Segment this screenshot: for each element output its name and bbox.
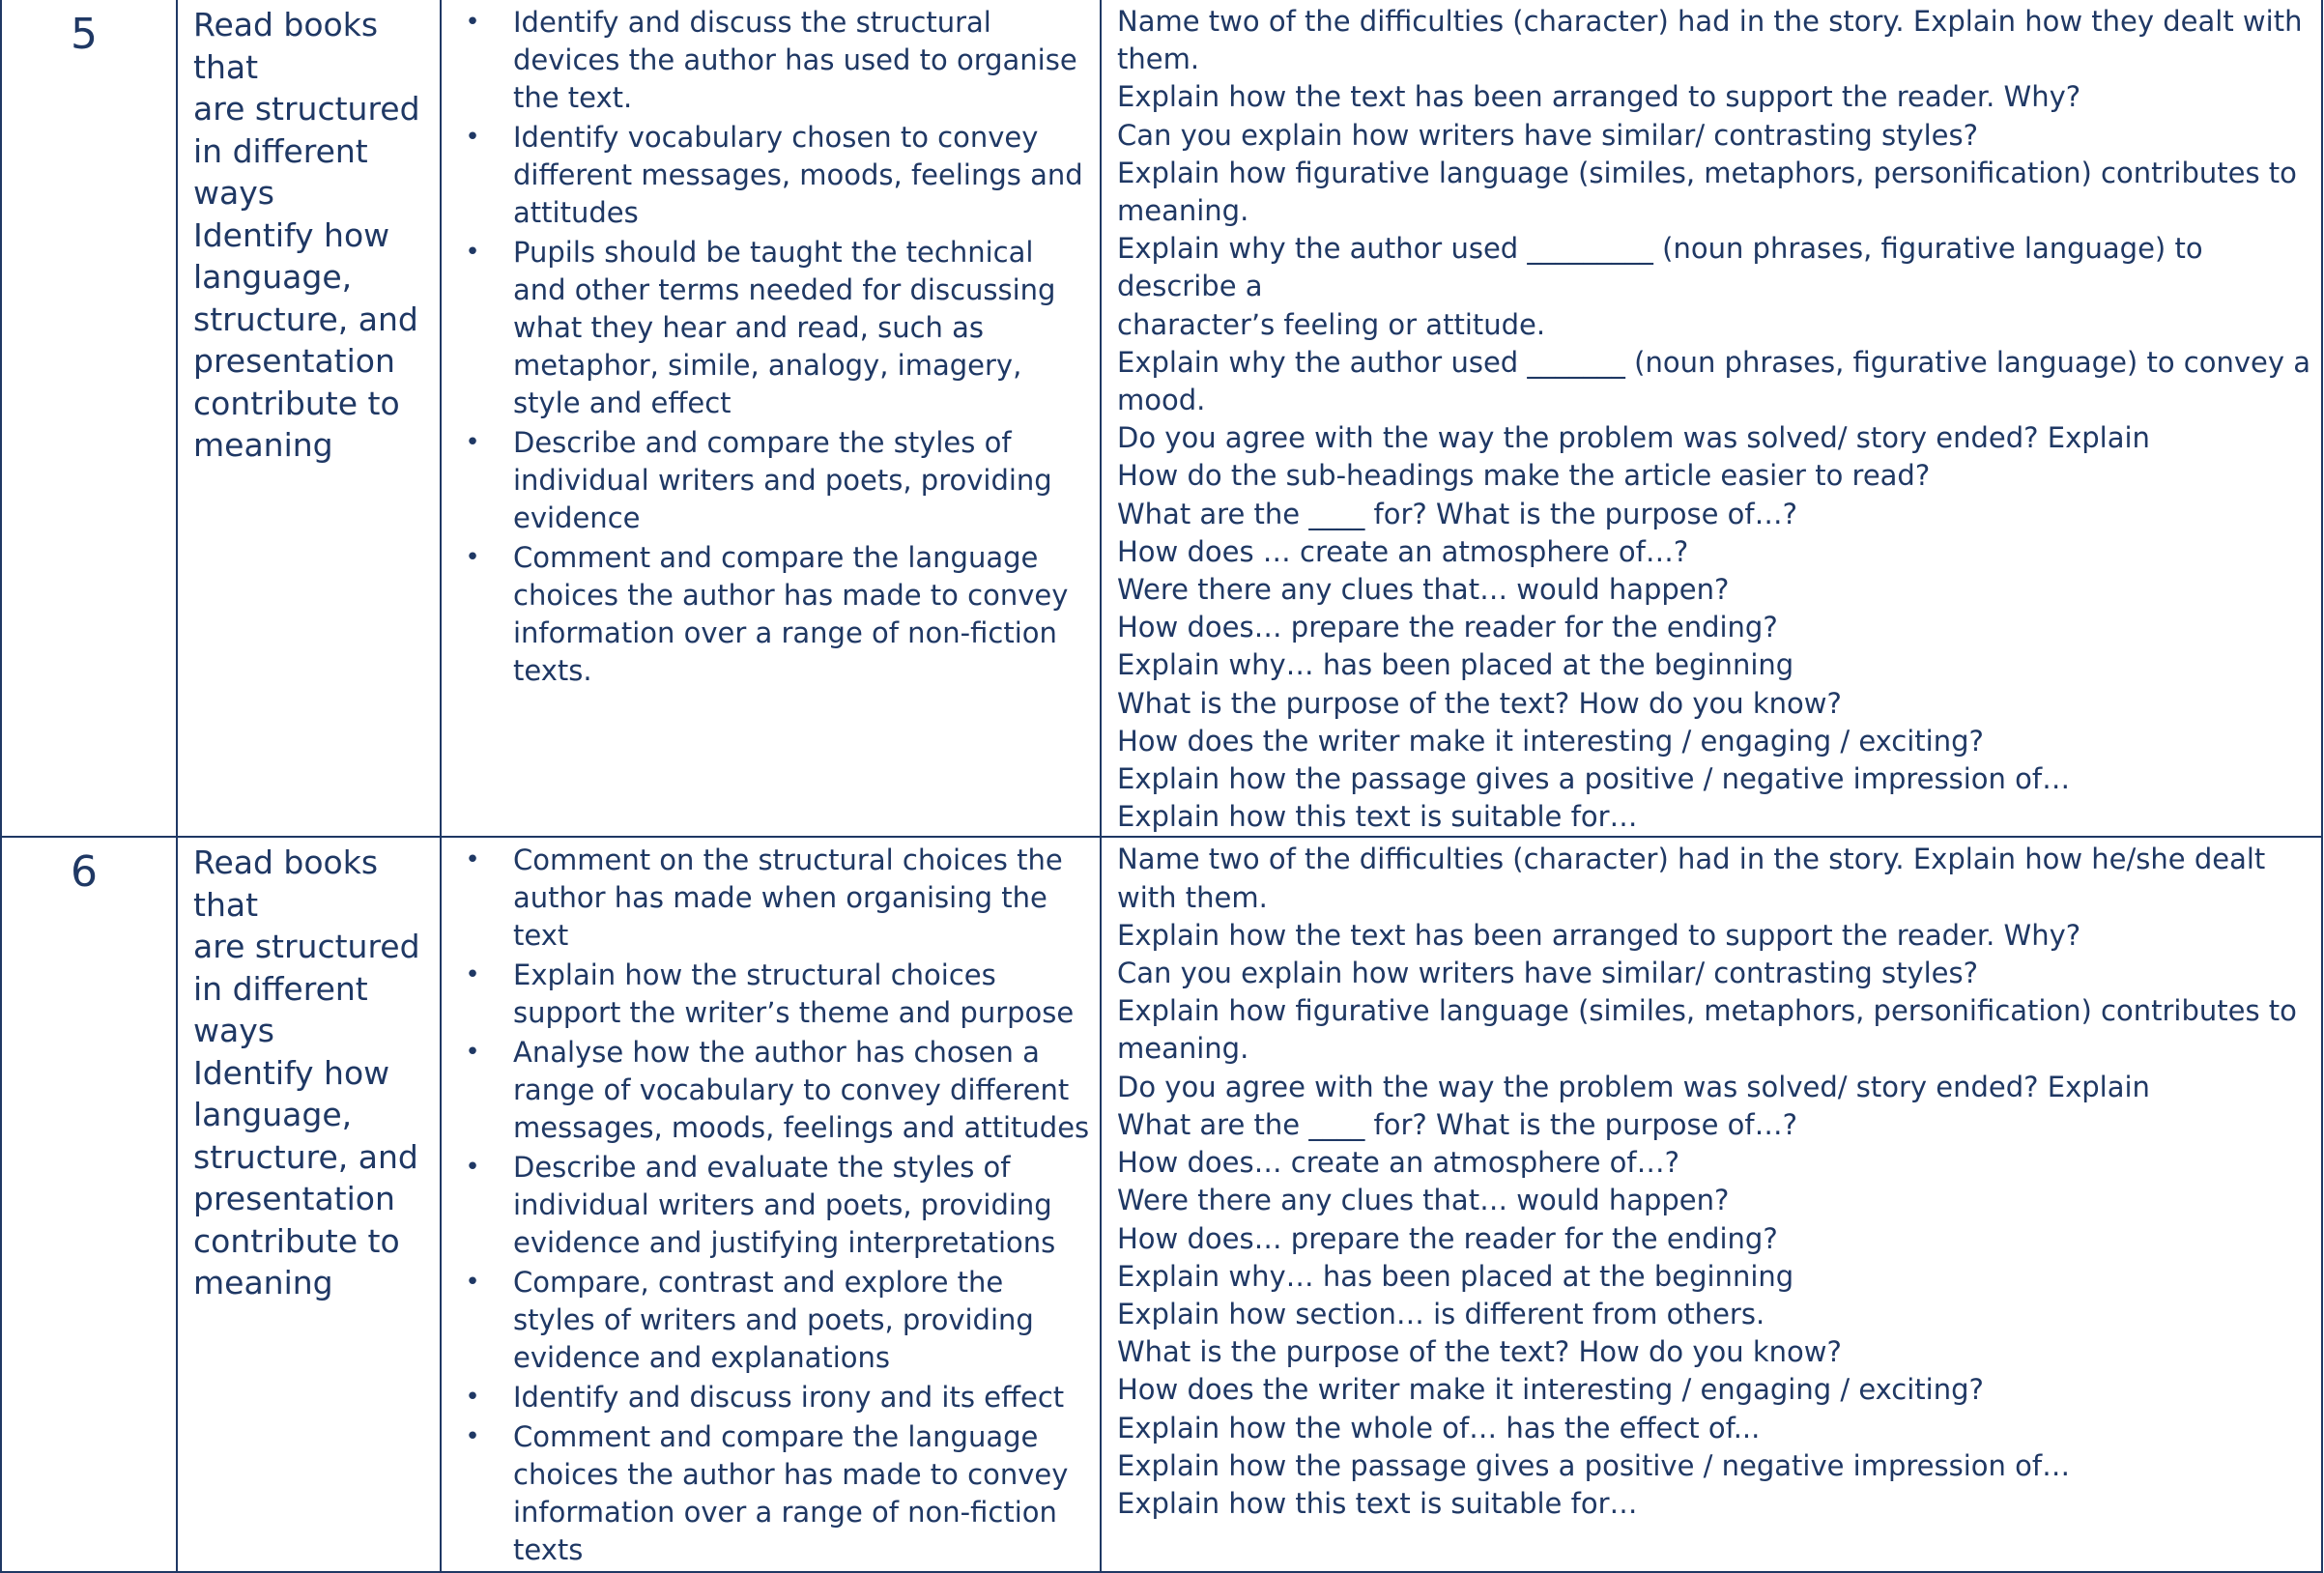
question-line: What are the ____ for? What is the purpose of…?: [1117, 1107, 1798, 1141]
question-line: Explain how this text is suitable for…: [1117, 1486, 1638, 1520]
question-line: Explain how the passage gives a positive / negative impression of…: [1117, 762, 2071, 796]
objective-line: structure, and: [193, 300, 418, 338]
objective-line: Read books that: [193, 6, 379, 86]
skill-text: Identify vocabulary chosen to convey different messages, moods, feelings and attitudes: [513, 121, 1083, 229]
question-line: How does the writer make it interesting / engaging / exciting?: [1117, 1373, 1984, 1407]
objective-line: language,: [193, 258, 353, 296]
skills-cell: [441, 837, 1101, 1572]
question-line: Name two of the difficulties (character) had in the story. Explain how he/she dealt with them.: [1117, 843, 2266, 914]
table-row-year-6: [1, 837, 2322, 1572]
question-line: How does … create an atmosphere of…?: [1117, 534, 1689, 568]
objective-line: meaning: [193, 426, 333, 464]
skill-text: Explain how the structural choices support the writer’s theme and purpose: [513, 958, 1075, 1030]
bullet-icon: •: [465, 1422, 480, 1452]
skill-item: [442, 1149, 1090, 1262]
objective-line: Identify how: [193, 215, 390, 254]
objective-text: [178, 838, 440, 1304]
question-line: Explain how figurative language (similes, metaphors, personification) contributes to meaning.: [1117, 156, 2297, 228]
skill-item: [442, 4, 1090, 117]
skill-item: [442, 1418, 1090, 1569]
question-line: How does… create an atmosphere of…?: [1117, 1146, 1680, 1180]
objective-line: are structured: [193, 928, 420, 966]
bullet-icon: •: [465, 960, 480, 990]
bullet-icon: •: [465, 123, 480, 152]
table-row-year-5: [1, 0, 2322, 837]
year-number: 6: [71, 847, 98, 898]
skill-text: Describe and compare the styles of individual writers and poets, providing evidence: [513, 426, 1052, 534]
skill-text: Comment on the structural choices the author has made when organising the text: [513, 844, 1063, 953]
bullet-icon: •: [465, 238, 480, 267]
skill-text: Comment and compare the language choices the author has made to convey information over a range of non-fiction texts: [513, 1420, 1069, 1567]
questions-cell: [1101, 0, 2322, 837]
skill-text: Analyse how the author has chosen a range of vocabulary to convey different messages, moods, feelings and attitudes: [513, 1036, 1090, 1145]
objective-line: are structured: [193, 90, 420, 128]
skill-text: Identify and discuss the structural devices the author has used to organise the text.: [513, 6, 1077, 114]
year-number: 5: [71, 10, 98, 59]
bullet-icon: •: [465, 845, 480, 875]
skill-item: [442, 234, 1090, 422]
question-line: What is the purpose of the text? How do you know?: [1117, 686, 1842, 720]
question-line: Can you explain how writers have similar/ contrasting styles?: [1117, 957, 1979, 990]
bullet-icon: •: [465, 1268, 480, 1298]
bullet-icon: •: [465, 543, 480, 572]
question-list: [1102, 838, 2321, 1523]
question-line: How do the sub-headings make the article easier to read?: [1117, 459, 1931, 493]
question-line: How does the writer make it interesting / engaging / exciting?: [1117, 724, 1984, 758]
objective-line: contribute to: [193, 384, 400, 422]
objective-line: in different: [193, 131, 368, 170]
year-cell: [1, 0, 177, 837]
question-list: [1102, 0, 2321, 836]
question-line: Can you explain how writers have similar/ contrasting styles?: [1117, 118, 1979, 152]
question-line: What are the ____ for? What is the purpose of…?: [1117, 497, 1798, 530]
question-line: Explain why… has been placed at the beginning: [1117, 648, 1794, 682]
skill-text: Identify and discuss irony and its effect: [513, 1381, 1065, 1415]
skills-list: [442, 0, 1100, 690]
objective-line: language,: [193, 1096, 353, 1134]
skill-item: [442, 119, 1090, 232]
skill-item: [442, 424, 1090, 537]
skill-item: [442, 1379, 1090, 1416]
objective-line: presentation: [193, 1180, 395, 1218]
skills-cell: [441, 0, 1101, 837]
skill-text: Describe and evaluate the styles of individual writers and poets, providing evidence and justifying interpretations: [513, 1151, 1056, 1260]
skills-list: [442, 838, 1100, 1569]
skill-text: Compare, contrast and explore the styles of writers and poets, providing evidence and explanations: [513, 1266, 1034, 1375]
question-line: Explain why the author used _______ (noun phrases, figurative language) to convey a mood.: [1117, 345, 2311, 417]
skill-item: [442, 1264, 1090, 1377]
question-line: Explain how figurative language (similes, metaphors, personification) contributes to meaning.: [1117, 994, 2297, 1066]
skill-item: [442, 842, 1090, 955]
question-line: How does… prepare the reader for the ending?: [1117, 611, 1778, 644]
objective-cell: [177, 837, 441, 1572]
question-line: Explain how this text is suitable for…: [1117, 800, 1638, 834]
objective-line: contribute to: [193, 1221, 400, 1260]
question-line: Name two of the difficulties (character) had in the story. Explain how they dealt with them.: [1117, 5, 2303, 76]
question-line: Were there any clues that… would happen?: [1117, 573, 1730, 607]
question-line: character’s feeling or attitude.: [1117, 307, 1546, 341]
question-line: Explain how section… is different from others.: [1117, 1297, 1765, 1330]
skill-text: Comment and compare the language choices the author has made to convey information over a range of non-fiction texts.: [513, 541, 1069, 687]
year-cell: [1, 837, 177, 1572]
objective-line: in different: [193, 969, 368, 1008]
question-line: Were there any clues that… would happen?: [1117, 1184, 1730, 1217]
objective-text: [178, 0, 440, 467]
bullet-icon: •: [465, 8, 480, 37]
skill-item: [442, 1034, 1090, 1147]
question-line: What is the purpose of the text? How do you know?: [1117, 1335, 1842, 1369]
objective-cell: [177, 0, 441, 837]
objective-line: Read books that: [193, 844, 379, 924]
bullet-icon: •: [465, 1038, 480, 1068]
question-line: Explain why the author used _________ (noun phrases, figurative language) to describe a: [1117, 232, 2203, 303]
question-line: Explain how the text has been arranged to support the reader. Why?: [1117, 918, 2081, 952]
skill-item: [442, 957, 1090, 1032]
bullet-icon: •: [465, 1153, 480, 1183]
bullet-icon: •: [465, 428, 480, 457]
skill-text: Pupils should be taught the technical and other terms needed for discussing what they hear and read, such as metaphor, simile, analogy, imagery, style and effect: [513, 236, 1056, 419]
question-line: Do you agree with the way the problem was solved/ story ended? Explain: [1117, 1070, 2150, 1103]
question-line: Do you agree with the way the problem was solved/ story ended? Explain: [1117, 421, 2150, 455]
objective-line: structure, and: [193, 1137, 418, 1176]
questions-cell: [1101, 837, 2322, 1572]
question-line: Explain why… has been placed at the beginning: [1117, 1259, 1794, 1293]
skill-item: [442, 539, 1090, 690]
objective-line: ways: [193, 1012, 274, 1050]
objective-line: meaning: [193, 1264, 333, 1302]
question-line: Explain how the whole of… has the effect of...: [1117, 1411, 1761, 1444]
bullet-icon: •: [465, 1383, 480, 1413]
question-line: Explain how the passage gives a positive / negative impression of…: [1117, 1448, 2071, 1482]
question-line: Explain how the text has been arranged to support the reader. Why?: [1117, 80, 2081, 114]
objective-line: presentation: [193, 342, 395, 380]
objective-line: ways: [193, 174, 274, 212]
question-line: How does… prepare the reader for the ending?: [1117, 1221, 1778, 1255]
objective-line: Identify how: [193, 1053, 390, 1092]
